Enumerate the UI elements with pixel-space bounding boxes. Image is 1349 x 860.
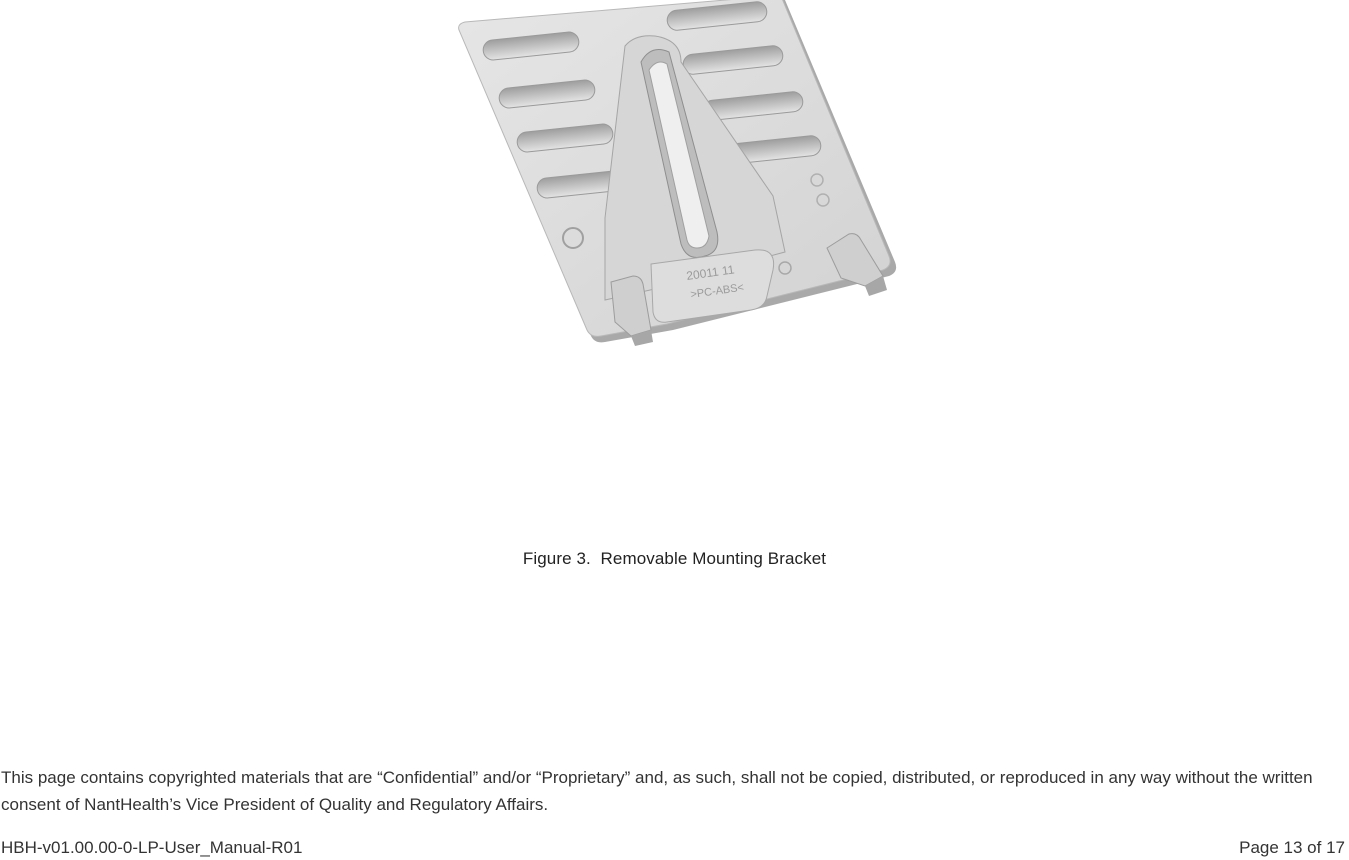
mounting-bracket-figure [455, 0, 900, 350]
mounting-bracket-illustration [455, 0, 900, 350]
confidentiality-notice: This page contains copyrighted materials that are “Confidential” and/or “Proprietary” and, as such, shall not be copied, distributed, or reproduced in any way without the written consent of NantHealth’s Vice President of Quality and Regulatory Affairs. [1, 768, 1313, 814]
figure-caption-number: Figure 3. [522, 549, 591, 568]
page-number: Page 13 of 17 [1239, 838, 1345, 857]
document-id: HBH-v01.00.00-0-LP-User_Manual-R01 [1, 838, 303, 857]
molded-part-number: 20011 11 [685, 262, 736, 283]
page-footer [1, 838, 1345, 858]
figure-caption-gap [591, 549, 601, 568]
figure-caption [0, 549, 1349, 569]
figure-caption-title: Removable Mounting Bracket [600, 549, 827, 568]
molded-material-code: >PC-ABS< [689, 281, 745, 301]
